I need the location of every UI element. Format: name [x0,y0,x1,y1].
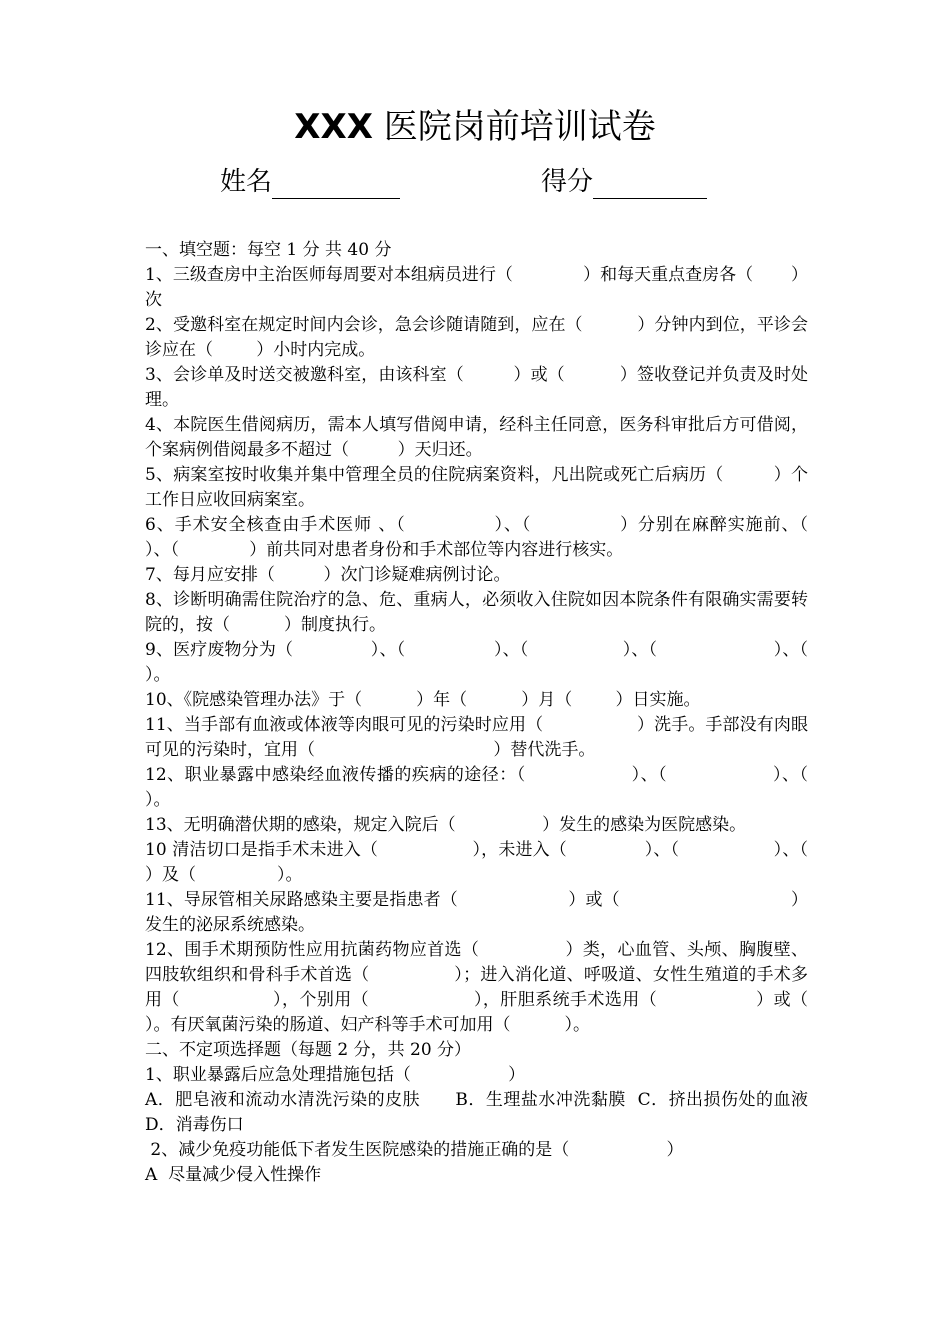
choice-question-1-options: A．肥皂液和流动水清洗污染的皮肤 B．生理盐水冲洗黏膜 C．挤出损伤处的血液 D．消毒伤口 [145,1090,841,1135]
question-line: 13、无明确潜伏期的感染，规定入院后（ ）发生的感染为医院感染。 [145,815,747,835]
question-line: 9、医疗废物分为（ ）、（ ）、（ ）、（ ）、（ ）。 [145,640,895,685]
question-line: 1、三级查房中主治医师每周要对本组病员进行（ ）和每天重点查房各（ ）次 [145,265,808,310]
title-prefix: XXX [294,107,373,147]
question-line: 11、导尿管相关尿路感染主要是指患者（ ）或（ ）发生的泌尿系统感染。 [145,890,808,935]
question-line: 6、手术安全核查由手术医师 、（ ）、（ ）分别在麻醉实施前、（ ）、（ ）前共同对患者身份和手术部位等内容进行核实。 [145,515,884,560]
question-line: 3、会诊单及时送交被邀科室，由该科室（ ）或（ ）签收登记并负责及时处理。 [145,365,808,410]
question-line: 4、本院医生借阅病历，需本人填写借阅申请，经科主任同意，医务科审批后方可借阅，个案病例借阅最多不超过（ ）天归还。 [145,415,808,460]
name-field [220,165,400,199]
choice-question-2-option-a: A 尽量减少侵入性操作 [145,1165,322,1185]
question-line: 12、职业暴露中感染经血液传播的疾病的途径：（ ）、（ ）、（ ）。 [145,765,890,810]
question-line: 8、诊断明确需住院治疗的急、危、重病人，必须收入住院如因本院条件有限确实需要转院的，按（ ）制度执行。 [145,590,808,635]
section2-heading: 二、不定项选择题（每题 2 分，共 20 分） [145,1040,472,1060]
question-line: 12、围手术期预防性应用抗菌药物应首选（ ）类，心血管、头颅、胸腹壁、四肢软组织和骨科手术首选（ ）；进入消化道、呼吸道、女性生殖道的手术多用（ ），个别用（ ），肝胆系统手术选用（ ）或（ ）。有厌氧菌污染的肠道、妇产科等手术可加用（ ）。 [145,940,900,1035]
score-field [541,165,707,199]
question-line: 5、病案室按时收集并集中管理全员的住院病案资料，凡出院或死亡后病历（ ）个工作日应收回病案室。 [145,465,808,510]
name-score-row [0,165,950,205]
choice-question-1: 1、职业暴露后应急处理措施包括（ ） [145,1065,526,1085]
name-label: 姓名 [220,167,273,197]
exam-body [145,238,900,1188]
question-line: 2、受邀科室在规定时间内会诊，急会诊随请随到，应在（ ）分钟内到位，平诊会诊应在（ ）小时内完成。 [145,315,808,360]
score-blank-line[interactable] [593,168,707,199]
score-label: 得分 [541,167,594,197]
question-line: 10、《院感染管理办法》于（ ）年（ ）月（ ）日实施。 [145,690,701,710]
title-text: 医院岗前培训试卷 [383,107,656,147]
question-line: 11、当手部有血液或体液等肉眼可见的污染时应用（ ）洗手。手部没有肉眼可见的污染时，宜用（ ）替代洗手。 [145,715,808,760]
page-title [0,103,950,151]
name-blank-line[interactable] [272,168,400,199]
section1-heading: 一、填空题：每空 1 分 共 40 分 [145,240,392,260]
question-line: 10 清洁切口是指手术未进入（ ），未进入（ ）、（ ）、（ ）及（ ）。 [145,840,890,885]
choice-question-2: 2、减少免疫功能低下者发生医院感染的措施正确的是（ ） [145,1140,684,1160]
question-line: 7、每月应安排（ ）次门诊疑难病例讨论。 [145,565,511,585]
